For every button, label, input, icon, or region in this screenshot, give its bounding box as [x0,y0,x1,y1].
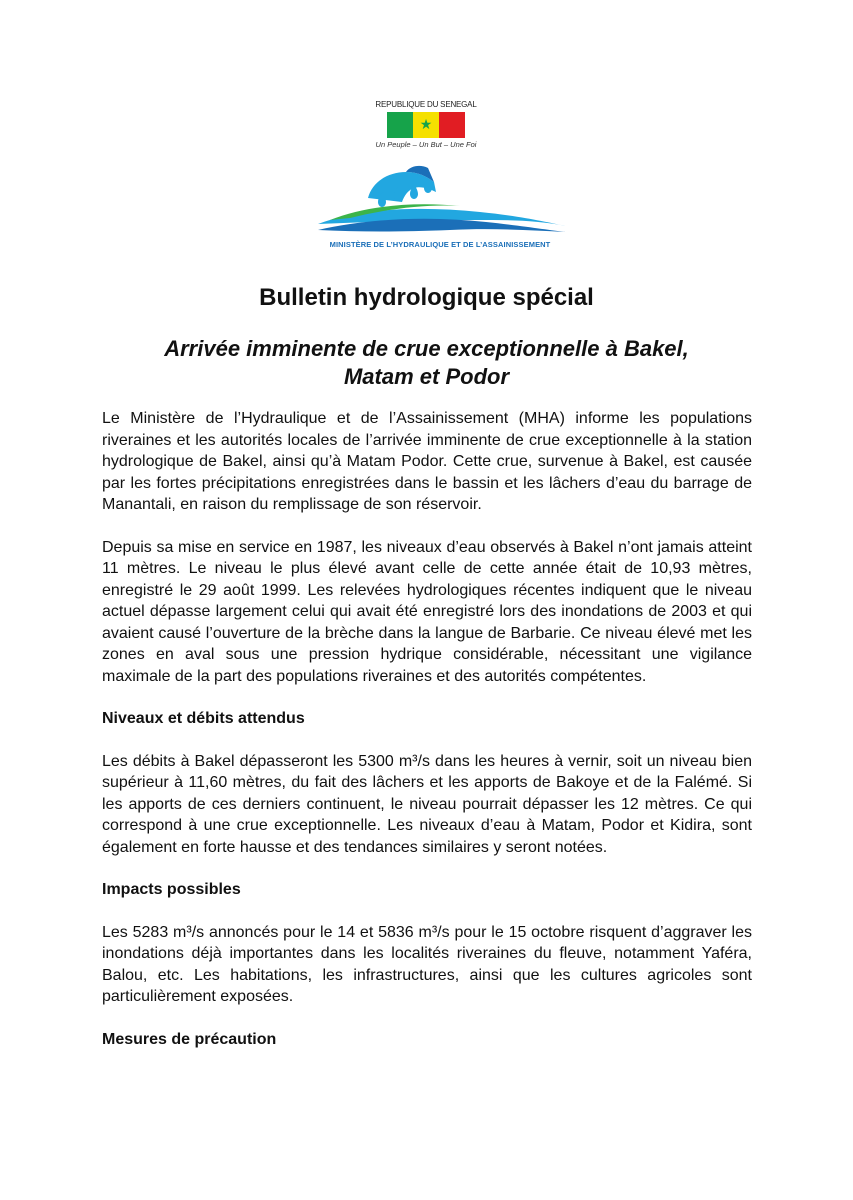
paragraph-intro: Le Ministère de l’Hydraulique et de l’Assainissement (MHA) informe les populations riveraines et les autorités locales de l’arrivée imminente de crue exceptionnelle à la station hydrologique de Bakel, ainsi qu’à Matam Podor. Cette crue, survenue à Bakel, est causée par les fortes précipitations enregistrées dans le bassin et les lâchers d’eau du barrage de Manantali, en raison du remplissage de son réservoir. [102,410,752,513]
page-subtitle [100,335,753,391]
section-heading-precautions: Mesures de précaution [102,1030,277,1048]
republic-header [374,100,478,150]
document-body [102,408,752,1071]
national-motto: Un Peuple – Un But – Une Foi [375,140,477,149]
page-title: Bulletin hydrologique spécial [259,284,594,311]
ministry-logo [310,158,570,258]
republic-title: REPUBLIQUE DU SENEGAL [375,100,477,109]
water-drops-logo-icon [310,158,570,240]
paragraph-history: Depuis sa mise en service en 1987, les niveaux d’eau observés à Bakel n’ont jamais atteint 11 mètres. Le niveau le plus élevé avant celle de cette année était de 10,93 mètres, enregistré le 29 août 1999. Les relevées hydrologiques récentes indiquent que le niveau actuel dépasse largement celui qui avait été enregistré lors des inondations de 2003 et qui avaient causé l’ouverture de la brèche dans la langue de Barbarie. Ce niveau élevé met les zones en aval sous une pression hydrique considérable, nécessitant une vigilance maximale de la part des populations riveraines et des autorités compétentes. [102,538,752,685]
paragraph-levels: Les débits à Bakel dépasseront les 5300 m³/s dans les heures à vernir, soit un niveau bien supérieur à 11,60 mètres, du fait des lâchers et les apports de Bakoye et de la Falémé. Si les apports de ces derniers continuent, le niveau pourrait dépasser les 12 mètres. Ce qui correspond à une crue exceptionnelle. Les niveaux d’eau à Matam, Podor et Kidira, sont également en forte hausse et des tendances similaires y seront notées. [102,752,752,856]
section-heading-impacts: Impacts possibles [102,881,241,898]
subtitle-line-1: Arrivée imminente de crue exceptionnelle à Bakel, [164,336,689,361]
senegal-flag-icon [387,112,465,138]
star-icon: ★ [419,116,433,132]
ministry-name: MINISTÈRE DE L’HYDRAULIQUE ET DE L’ASSAINISSEMENT [329,240,551,249]
paragraph-impacts: Les 5283 m³/s annoncés pour le 14 et 5836 m³/s pour le 15 octobre risquent d’aggraver les inondations déjà importantes dans les localités riveraines du fleuve, notamment Yaféra, Balou, etc. Les habitations, les infrastructures, ainsi que les cultures agricoles sont particulièrement exposées. [102,923,752,1005]
subtitle-line-2: Matam et Podor [343,364,510,389]
section-heading-levels: Niveaux et débits attendus [102,710,305,727]
